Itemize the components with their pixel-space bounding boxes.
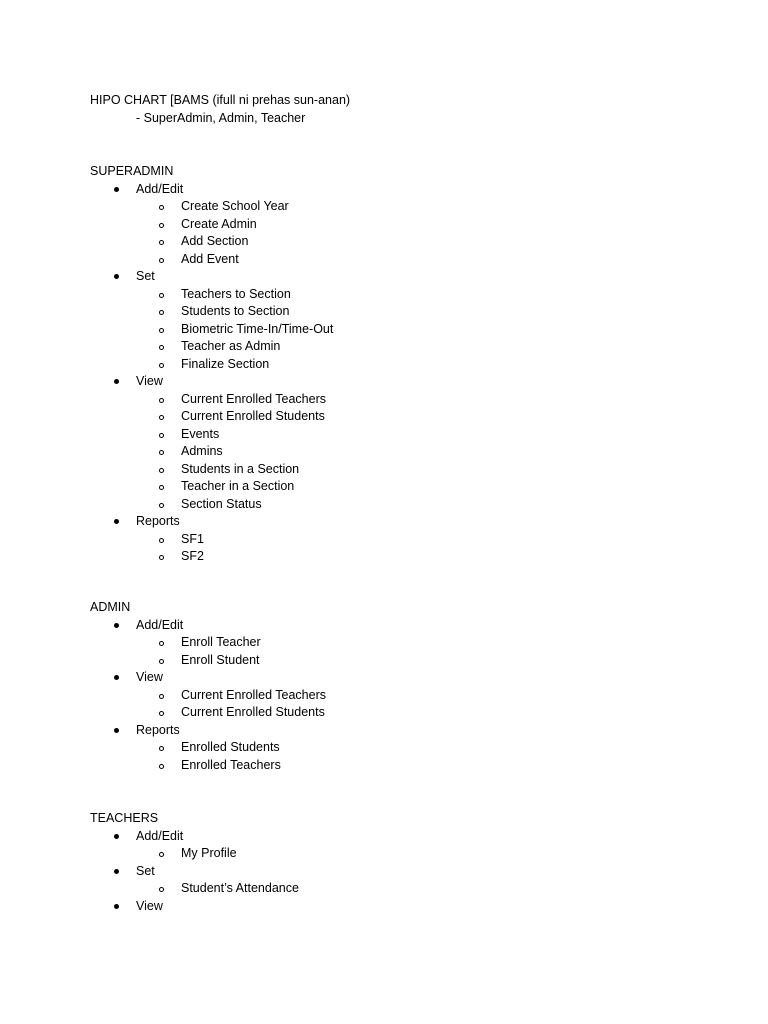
list-item: Create Admin <box>181 216 257 231</box>
bullet-icon <box>114 519 119 524</box>
section-heading: TEACHERS <box>90 811 159 825</box>
list-item: Teachers to Section <box>181 286 291 301</box>
list-item: Current Enrolled Students <box>181 705 325 719</box>
group-label: Set <box>136 863 155 878</box>
bullet-icon <box>114 187 119 192</box>
hollow-bullet-icon <box>159 641 164 646</box>
group-label: View <box>136 670 163 684</box>
section-heading: ADMIN <box>90 600 131 614</box>
group-label: Set <box>136 269 155 283</box>
list-item: Teacher as Admin <box>181 339 281 353</box>
hollow-bullet-icon <box>159 538 164 543</box>
hollow-bullet-icon <box>159 398 164 403</box>
list-item: SF2 <box>181 549 204 563</box>
bullet-icon <box>114 728 119 733</box>
hollow-bullet-icon <box>159 694 164 699</box>
hollow-bullet-icon <box>159 468 164 473</box>
hollow-bullet-icon <box>159 345 164 350</box>
list-item: Students to Section <box>181 304 290 318</box>
bullet-icon <box>114 675 119 680</box>
list-item: Enroll Teacher <box>181 635 261 649</box>
list-item: Events <box>181 426 220 441</box>
list-item: Create School Year <box>181 199 289 213</box>
group-label: View <box>136 374 163 388</box>
hollow-bullet-icon <box>159 852 164 857</box>
hollow-bullet-icon <box>159 887 164 892</box>
hollow-bullet-icon <box>159 240 164 245</box>
hollow-bullet-icon <box>159 711 164 716</box>
list-item: Current Enrolled Teachers <box>181 687 326 702</box>
document-title: HIPO CHART [BAMS (ifull ni prehas sun-anan) <box>90 93 351 107</box>
list-item: My Profile <box>181 846 237 860</box>
group-label: Add/Edit <box>136 617 184 632</box>
section-heading: SUPERADMIN <box>90 164 174 178</box>
list-item: Current Enrolled Students <box>181 409 325 423</box>
hollow-bullet-icon <box>159 415 164 420</box>
list-item: Students in a Section <box>181 461 300 476</box>
list-item: Add Event <box>181 251 239 266</box>
list-item: Enrolled Students <box>181 740 280 754</box>
hollow-bullet-icon <box>159 450 164 455</box>
list-item: Teacher in a Section <box>181 479 295 493</box>
bullet-icon <box>114 623 119 628</box>
list-item: Current Enrolled Teachers <box>181 391 326 406</box>
hollow-bullet-icon <box>159 258 164 263</box>
hollow-bullet-icon <box>159 328 164 333</box>
list-item: SF1 <box>181 531 204 546</box>
list-item: Biometric Time-In/Time-Out <box>181 321 334 336</box>
bullet-icon <box>114 869 119 874</box>
hollow-bullet-icon <box>159 433 164 438</box>
group-label: Add/Edit <box>136 828 184 843</box>
list-item: Student’s Attendance <box>181 881 299 895</box>
hollow-bullet-icon <box>159 205 164 210</box>
list-item: Enroll Student <box>181 652 260 667</box>
list-item: Add Section <box>181 234 249 248</box>
list-item: Section Status <box>181 496 262 511</box>
hollow-bullet-icon <box>159 310 164 315</box>
hollow-bullet-icon <box>159 363 164 368</box>
hollow-bullet-icon <box>159 746 164 751</box>
hollow-bullet-icon <box>159 764 164 769</box>
group-label: Add/Edit <box>136 181 184 196</box>
list-item: Finalize Section <box>181 356 270 371</box>
hollow-bullet-icon <box>159 555 164 560</box>
list-item: Admins <box>181 444 223 458</box>
hollow-bullet-icon <box>159 293 164 298</box>
bullet-icon <box>114 274 119 279</box>
bullet-icon <box>114 379 119 384</box>
group-label: Reports <box>136 722 180 737</box>
list-item: Enrolled Teachers <box>181 757 281 772</box>
hollow-bullet-icon <box>159 503 164 508</box>
document-subtitle: - SuperAdmin, Admin, Teacher <box>136 111 306 125</box>
group-label: Reports <box>136 514 180 528</box>
bullet-icon <box>114 904 119 909</box>
hollow-bullet-icon <box>159 659 164 664</box>
group-label: View <box>136 898 163 913</box>
hollow-bullet-icon <box>159 223 164 228</box>
hollow-bullet-icon <box>159 485 164 490</box>
bullet-icon <box>114 834 119 839</box>
